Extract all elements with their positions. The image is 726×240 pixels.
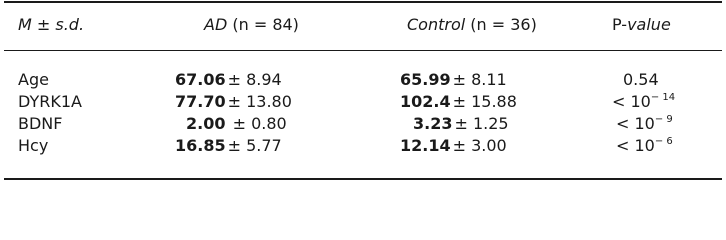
cell-ad-hcy	[175, 136, 284, 156]
cell-ad-dyrk1a	[175, 92, 294, 112]
header-control-group	[407, 15, 537, 35]
ad-mean: 67.06	[175, 70, 226, 89]
control-mean: 102.4	[400, 92, 451, 111]
table-header-rule	[4, 50, 722, 51]
ad-sd: ± 13.80	[227, 92, 292, 111]
table-top-rule	[4, 1, 722, 3]
control-mean: 12.14	[400, 136, 451, 155]
control-sd: ± 1.25	[454, 114, 509, 133]
cell-control-bdnf	[413, 114, 511, 134]
control-mean: 65.99	[400, 70, 451, 89]
header-ad-n: (n = 84)	[232, 15, 299, 34]
p-value-exponent: − 9	[654, 114, 673, 125]
header-p-value	[612, 15, 671, 35]
cell-control-hcy	[400, 136, 509, 156]
header-control-n: (n = 36)	[470, 15, 537, 34]
ad-sd: ± 0.80	[227, 114, 287, 133]
control-sd: ± 8.11	[452, 70, 507, 89]
cell-p-hcy	[616, 136, 673, 156]
cell-ad-age	[175, 70, 284, 90]
header-p-prefix: P-	[612, 15, 628, 34]
ad-sd: ± 8.94	[227, 70, 282, 89]
header-p-suffix: value	[627, 15, 671, 34]
header-control-name: Control	[407, 15, 466, 34]
row-label-dyrk1a: DYRK1A	[18, 92, 82, 111]
header-stat-label: M ± s.d.	[18, 15, 85, 34]
header-ad-name: AD	[204, 15, 228, 34]
table-bottom-rule	[4, 178, 722, 180]
ad-sd: ± 5.77	[227, 136, 282, 155]
cell-p-bdnf	[616, 114, 673, 134]
p-value-base: < 10	[612, 92, 651, 111]
cell-ad-bdnf	[186, 114, 289, 134]
header-ad-group	[204, 15, 299, 35]
cell-p-age	[623, 70, 659, 90]
row-label-age: Age	[18, 70, 49, 89]
row-label-bdnf: BDNF	[18, 114, 63, 133]
control-sd: ± 3.00	[452, 136, 507, 155]
control-mean: 3.23	[413, 114, 453, 133]
row-label-hcy: Hcy	[18, 136, 49, 155]
p-value-base: < 10	[616, 114, 655, 133]
p-value: 0.54	[623, 70, 659, 89]
p-value-exponent: − 14	[650, 92, 676, 103]
p-value-base: < 10	[616, 136, 655, 155]
ad-mean: 2.00	[186, 114, 226, 133]
ad-mean: 77.70	[175, 92, 226, 111]
cell-control-dyrk1a	[400, 92, 519, 112]
ad-mean: 16.85	[175, 136, 226, 155]
p-value-exponent: − 6	[654, 136, 673, 147]
cell-p-dyrk1a	[612, 92, 675, 112]
cell-control-age	[400, 70, 509, 90]
control-sd: ± 15.88	[452, 92, 517, 111]
